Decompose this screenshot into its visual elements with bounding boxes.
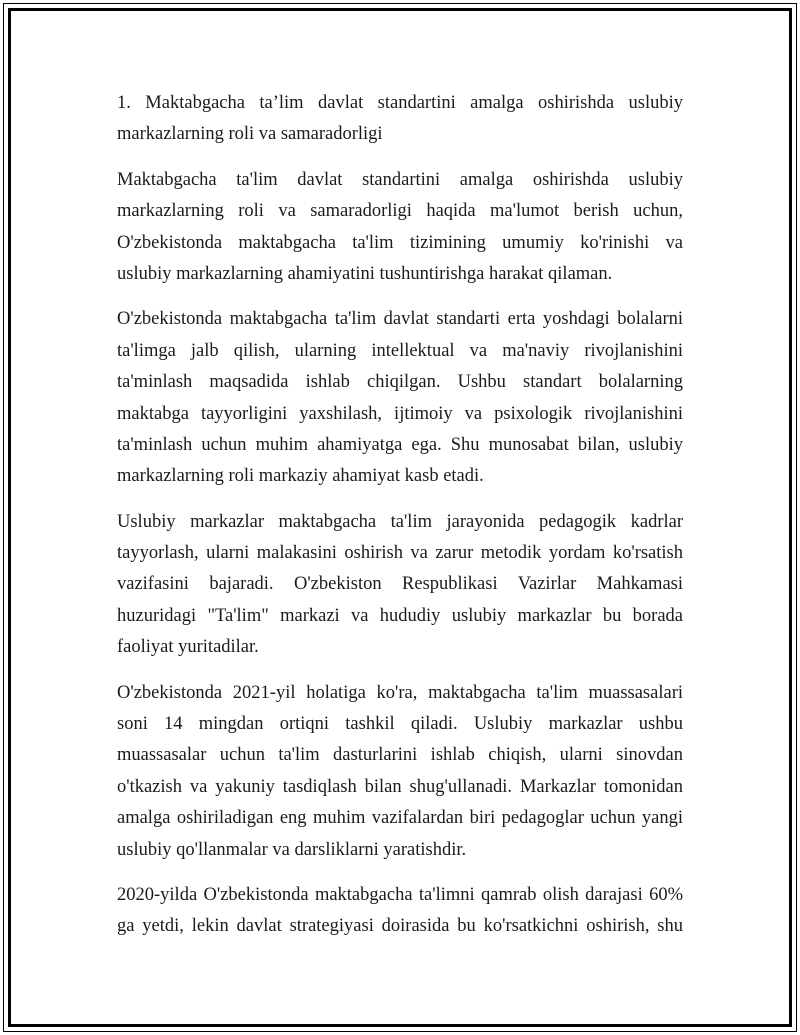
paragraph-line: huzuridagi "Ta'lim" markazi va hududiy uslubiy markazlar bu borada [117, 605, 683, 626]
paragraph-line: 2020-yilda O'zbekistonda maktabgacha ta'limni qamrab olish darajasi 60% [117, 884, 683, 905]
paragraph-1 [117, 165, 683, 291]
paragraph-line: markazlarning roli va samaradorligi haqida ma'lumot berish uchun, [117, 201, 683, 222]
paragraph-line: ta'minlash uchun muhim ahamiyatga ega. Shu munosabat bilan, uslubiy [117, 434, 683, 455]
paragraph-line: uslubiy qo'llanmalar va darsliklarni yaratishdir. [117, 839, 467, 860]
paragraph-line: O'zbekistonda maktabgacha ta'lim davlat standarti erta yoshdagi bolalarni [117, 309, 683, 330]
paragraph-3 [117, 507, 683, 664]
heading-line: markazlarning roli va samaradorligi [117, 124, 383, 145]
paragraph-line: amalga oshiriladigan eng muhim vazifalardan biri pedagoglar uchun yangi [117, 808, 683, 829]
paragraph-line: faoliyat yuritadilar. [117, 637, 259, 658]
paragraph-line: maktabga tayyorligini yaxshilash, ijtimoiy va psixologik rivojlanishini [117, 403, 683, 424]
paragraph-line: Uslubiy markazlar maktabgacha ta'lim jarayonida pedagogik kadrlar [117, 511, 683, 532]
paragraph-line: O'zbekistonda maktabgacha ta'lim tizimining umumiy ko'rinishi va [117, 232, 683, 253]
paragraph-line: ta'minlash maqsadida ishlab chiqilgan. Ushbu standart bolalarning [117, 372, 683, 393]
paragraph-2 [117, 304, 683, 492]
paragraph-line: ta'limga jalb qilish, ularning intellektual va ma'naviy rivojlanishini [117, 340, 683, 361]
paragraph-line: muassasalar uchun ta'lim dasturlarini ishlab chiqish, ularni sinovdan [117, 745, 683, 766]
paragraph-4 [117, 678, 683, 866]
paragraph-line: O'zbekistonda 2021-yil holatiga ko'ra, maktabgacha ta'lim muassasalari [117, 682, 683, 703]
paragraph-line: Maktabgacha ta'lim davlat standartini amalga oshirishda uslubiy [117, 169, 683, 190]
heading-line: 1. Maktabgacha ta’lim davlat standartini amalga oshirishda uslubiy [117, 93, 683, 113]
paragraph-line: o'tkazish va yakuniy tasdiqlash bilan shug'ullanadi. Markazlar tomonidan [117, 776, 683, 797]
paragraph-line: soni 14 mingdan ortiqni tashkil qiladi. Uslubiy markazlar ushbu [117, 714, 683, 735]
document-body [117, 88, 683, 957]
paragraph-line: ga yetdi, lekin davlat strategiyasi doirasida bu ko'rsatkichni oshirish, shu [117, 916, 683, 937]
paragraph-line: vazifasini bajaradi. O'zbekiston Respublikasi Vazirlar Mahkamasi [117, 574, 683, 595]
paragraph-line: markazlarning roli markaziy ahamiyat kasb etadi. [117, 466, 484, 487]
paragraph-line: tayyorlash, ularni malakasini oshirish va zarur metodik yordam ko'rsatish [117, 543, 683, 564]
section-heading [117, 88, 683, 151]
paragraph-line: uslubiy markazlarning ahamiyatini tushuntirishga harakat qilaman. [117, 263, 613, 284]
paragraph-5 [117, 880, 683, 943]
